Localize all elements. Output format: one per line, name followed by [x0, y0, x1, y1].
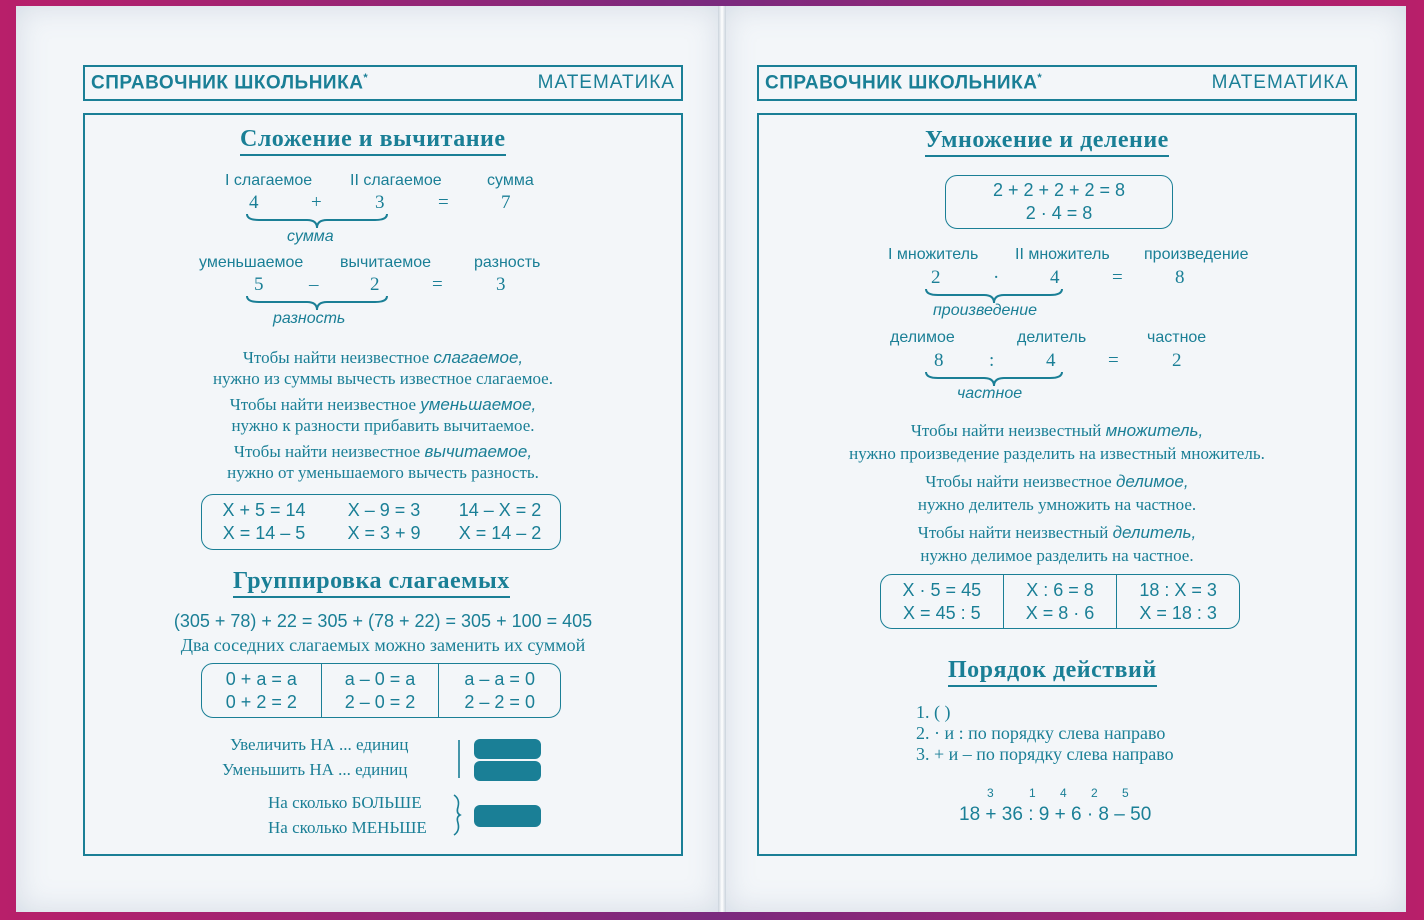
grouping-note: Два соседних слагаемых можно заменить их суммой [180, 635, 586, 655]
mul-operand2: 4 [1050, 267, 1060, 288]
example-cell [1116, 575, 1239, 628]
table-cell: 0 + a = a [225, 668, 297, 689]
example-equation: X + 5 = 14 [222, 500, 306, 520]
minuend-label: уменьшаемое [199, 254, 304, 271]
sub-brace-label: разность [273, 310, 346, 327]
sub-operand2: 2 [370, 274, 380, 295]
example-solution: X = 14 – 5 [222, 523, 306, 543]
muldiv-title: Умножение и деление [925, 127, 1169, 157]
multiplication-line: 2 · 4 = 8 [1025, 203, 1093, 223]
mul-operand1: 2 [931, 267, 941, 288]
divisor-label: делитель [1017, 329, 1087, 346]
how-much-less-text: На сколько МЕНЬШЕ [268, 818, 427, 837]
order-mark: 1 [1029, 786, 1036, 800]
div-operand1: 8 [934, 350, 944, 371]
example-equation: X : 6 = 8 [1026, 579, 1094, 600]
factor1-label: I множитель [888, 246, 979, 263]
divider-line [456, 740, 462, 780]
decrease-by-text: Уменьшить НА ... единиц [222, 760, 408, 779]
example-cell [881, 575, 1003, 628]
add-result: 7 [501, 192, 511, 213]
add-operand2: 3 [375, 192, 385, 213]
example-cell [202, 495, 326, 549]
table-column [438, 664, 560, 717]
rule-unknown-dividend: Чтобы найти неизвестное делимое, нужно делитель умножить на частное. [917, 472, 1197, 514]
div-operator: : [989, 350, 995, 371]
example-equation: X · 5 = 45 [902, 579, 982, 600]
example-cell [1003, 575, 1117, 628]
example-solution: X = 45 : 5 [903, 602, 981, 623]
order-step-2: 2. · и : по порядку слева направо [916, 723, 1166, 743]
div-equals: = [1108, 350, 1119, 371]
left-header [83, 65, 683, 101]
table-column [202, 664, 321, 717]
book-spine [718, 6, 726, 912]
example-solution: X = 14 – 2 [458, 523, 542, 543]
product-label: произведение [1144, 246, 1249, 263]
right-header [757, 65, 1357, 101]
difference-label: разность [474, 254, 541, 271]
div-operand2: 4 [1046, 350, 1056, 371]
add-equals: = [438, 192, 449, 213]
order-mark: 4 [1060, 786, 1067, 800]
sub-equals: = [432, 274, 443, 295]
grouping-title: Группировка слагаемых [233, 568, 510, 598]
example-solution: X = 18 : 3 [1139, 602, 1217, 623]
addsub-examples-box [201, 494, 561, 550]
quotient-label: частное [1147, 329, 1207, 346]
operation-placeholder [474, 761, 541, 781]
example-cell [326, 495, 442, 549]
rule-unknown-addend: Чтобы найти неизвестное слагаемое, нужно из суммы вычесть известное слагаемое. [213, 348, 553, 388]
example-cell [442, 495, 558, 549]
zero-properties-table [201, 663, 561, 718]
addsub-title: Сложение и вычитание [240, 126, 506, 156]
rule-unknown-subtrahend: Чтобы найти неизвестное вычитаемое, нужно от уменьшаемого вычесть разность. [227, 442, 539, 482]
sum-label: сумма [487, 172, 534, 189]
div-result: 2 [1172, 350, 1182, 371]
rule-unknown-minuend: Чтобы найти неизвестное уменьшаемое, нужно к разности прибавить вычитаемое. [229, 395, 537, 435]
how-much-more-text: На сколько БОЛЬШЕ [268, 793, 422, 812]
operation-placeholder [474, 805, 541, 827]
sub-operand1: 5 [254, 274, 264, 295]
operation-placeholder [474, 739, 541, 759]
repeated-addition-cell [946, 176, 1172, 228]
term1-label: I слагаемое [225, 172, 313, 189]
header-subject: МАТЕМАТИКА [537, 72, 675, 93]
example-equation: X – 9 = 3 [347, 500, 421, 520]
sub-result: 3 [496, 274, 506, 295]
example-solution: X = 3 + 9 [347, 523, 421, 543]
table-cell: a – 0 = a [344, 668, 416, 689]
mul-equals: = [1112, 267, 1123, 288]
table-cell: a – a = 0 [464, 668, 535, 689]
muldiv-examples-box [880, 574, 1240, 629]
example-equation: 14 – X = 2 [458, 500, 542, 520]
header-subject: МАТЕМАТИКА [1211, 72, 1349, 93]
brace-right [452, 793, 464, 837]
mul-result: 8 [1175, 267, 1185, 288]
mul-operator: · [993, 267, 1000, 288]
repeated-addition-box [945, 175, 1173, 229]
example-solution: X = 8 · 6 [1025, 602, 1095, 623]
div-brace-label: частное [957, 385, 1023, 402]
order-mark: 5 [1122, 786, 1129, 800]
header-title: СПРАВОЧНИК ШКОЛЬНИКА* [765, 71, 1043, 94]
header-title: СПРАВОЧНИК ШКОЛЬНИКА* [91, 71, 369, 94]
order-mark: 2 [1091, 786, 1098, 800]
sub-operator: – [309, 274, 319, 295]
factor2-label: II множитель [1015, 246, 1110, 263]
increase-by-text: Увеличить НА ... единиц [230, 735, 409, 754]
table-cell: 2 – 2 = 0 [464, 691, 535, 712]
mul-brace-label: произведение [933, 302, 1037, 319]
grouping-formula: (305 + 78) + 22 = 305 + (78 + 22) = 305 + 100 = 405 [173, 611, 593, 631]
add-operator: + [311, 192, 322, 213]
rule-unknown-factor: Чтобы найти неизвестный множитель, нужно произведение разделить на известный множитель. [849, 421, 1265, 463]
subtrahend-label: вычитаемое [340, 254, 432, 271]
repeated-addition-line: 2 + 2 + 2 + 2 = 8 [992, 180, 1126, 200]
example-equation: 18 : X = 3 [1139, 579, 1217, 600]
order-step-3: 3. + и – по порядку слева направо [916, 744, 1174, 764]
add-brace-label: сумма [287, 228, 334, 245]
table-column [321, 664, 439, 717]
order-mark: 3 [987, 786, 994, 800]
order-title: Порядок действий [948, 657, 1157, 687]
order-step-1: 1. ( ) [916, 702, 951, 722]
dividend-label: делимое [890, 329, 955, 346]
add-operand1: 4 [249, 192, 259, 213]
term2-label: II слагаемое [350, 172, 442, 189]
table-cell: 2 – 0 = 2 [344, 691, 416, 712]
order-expression: 18 + 36 : 9 + 6 · 8 – 50 [959, 804, 1152, 825]
table-cell: 0 + 2 = 2 [225, 691, 297, 712]
rule-unknown-divisor: Чтобы найти неизвестный делитель, нужно делимое разделить на частное. [917, 523, 1197, 565]
